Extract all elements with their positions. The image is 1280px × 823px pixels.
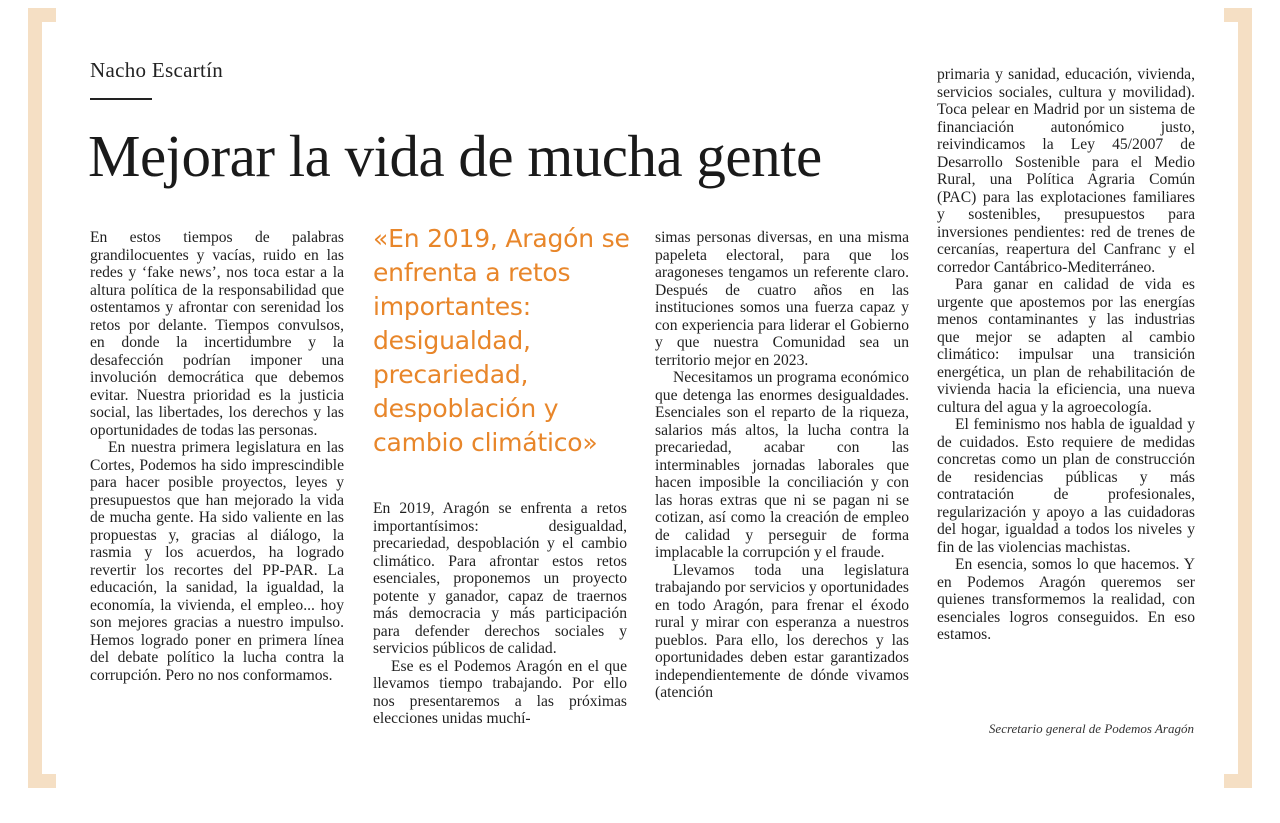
frame-bottom-right-tick — [1224, 774, 1252, 788]
paragraph: Para ganar en calidad de vida es urgente que apostemos por las energías menos contaminantes y las industrias que mejor se adapten al cambio climático: impulsar una transición energética, un plan de rehabilitación de vivienda hacia la eficiencia, una nueva cultura del agua y la agroecología. — [937, 276, 1195, 416]
paragraph: En esencia, somos lo que hacemos. Y en Podemos Aragón queremos ser quienes transformemos la realidad, con esenciales logros conseguidos. En eso estamos. — [937, 556, 1195, 643]
paragraph: primaria y sanidad, educación, vivienda, servicios sociales, cultura y movilidad). Toca pelear en Madrid por un sistema de financiación autonómico justo, reivindicamos la Ley 45/2007 de Desarrollo Sostenible para el Medio Rural, una Política Agraria Común (PAC) para las explotaciones familiares y sostenibles, presupuestos para inversiones pendientes: red de trenes de cercanías, reapertura del Canfranc y el corredor Cantábrico-Mediterráneo. — [937, 66, 1195, 276]
frame-left-bar — [28, 8, 42, 788]
frame-top-left-tick — [28, 8, 56, 22]
article-column-4 — [937, 66, 1195, 644]
paragraph: simas personas diversas, en una misma papeleta electoral, para que los aragoneses tengamos un referente claro. Después de cuatro años en las instituciones somos una fuerza capaz y con experiencia para liderar el Gobierno y que nuestra Comunidad sea un territorio mejor en 2023. — [655, 229, 909, 369]
headline: Mejorar la vida de mucha gente — [88, 123, 822, 189]
paragraph: En nuestra primera legislatura en las Cortes, Podemos ha sido imprescindible para hacer posible proyectos, leyes y presupuestos que han mejorado la vida de mucha gente. Ha sido valiente en las propuestas y, gracias al diálogo, la rasmia y los acuerdos, ha logrado revertir los recortes del PP-PAR. La educación, la sanidad, la igualdad, la economía, la vivienda, el empleo... hoy son mejores gracias a nuestro impulso. Hemos logrado poner en primera línea del debate político la lucha contra la corrupción. Pero no nos conformamos. — [90, 439, 344, 684]
frame-top-right-tick — [1224, 8, 1252, 22]
frame-bottom-left-tick — [28, 774, 56, 788]
author-signature: Secretario general de Podemos Aragón — [988, 721, 1194, 736]
paragraph: Necesitamos un programa económico que detenga las enormes desigualdades. Esenciales son el reparto de la riqueza, salarios más altos, la lucha contra la precariedad, acabar con las interminables jornadas laborales que hacen imposible la conciliación y con las horas extras que ni se pagan ni se cotizan, así como la creación de empleo de calidad y perseguir de forma implacable la corrupción y el fraude. — [655, 369, 909, 561]
pull-quote: «En 2019, Aragón se enfrenta a retos importantes: desigualdad, precariedad, despoblación y cambio climático» — [373, 224, 630, 457]
paragraph: Ese es el Podemos Aragón en el que llevamos tiempo trabajando. Por ello nos presentaremos a las próximas elecciones unidas muchí- — [373, 657, 627, 727]
paragraph: En estos tiempos de palabras grandilocuentes y vacías, ruido en las redes y ‘fake news’, nos toca estar a la altura política de la responsabilidad que ostentamos y afrontar con serenidad los retos por delante. Tiempos convulsos, en donde la incertidumbre y la desafección podrían imponer una involución democrática que debemos evitar. Nuestra prioridad es la justicia social, las libertades, los derechos y las oportunidades de todas las personas. — [90, 229, 344, 439]
article-column-3 — [655, 229, 909, 702]
frame-right-bar — [1238, 8, 1252, 788]
byline-rule — [90, 98, 152, 100]
paragraph: En 2019, Aragón se enfrenta a retos importantísimos: desigualdad, precariedad, despoblación y el cambio climático. Para afrontar estos retos esenciales, proponemos un proyecto potente y ganador, capaz de traernos más democracia y más participación para defender derechos sociales y servicios públicos de calidad. — [373, 500, 627, 657]
author-byline: Nacho Escartín — [90, 58, 224, 82]
paragraph: Llevamos toda una legislatura trabajando por servicios y oportunidades en todo Aragón, para frenar el éxodo rural y mirar con esperanza a nuestros pueblos. Para ello, los derechos y las oportunidades deben estar garantizados independientemente de dónde vivamos (atención — [655, 561, 909, 701]
article-column-2 — [373, 500, 627, 728]
article-column-1 — [90, 229, 344, 684]
paragraph: El feminismo nos habla de igualdad y de cuidados. Esto requiere de medidas concretas como un plan de construcción de residencias públicas y más contratación de profesionales, regularización y apoyo a las cuidadoras del hogar, igualdad a todos los niveles y fin de las violencias machistas. — [937, 416, 1195, 556]
